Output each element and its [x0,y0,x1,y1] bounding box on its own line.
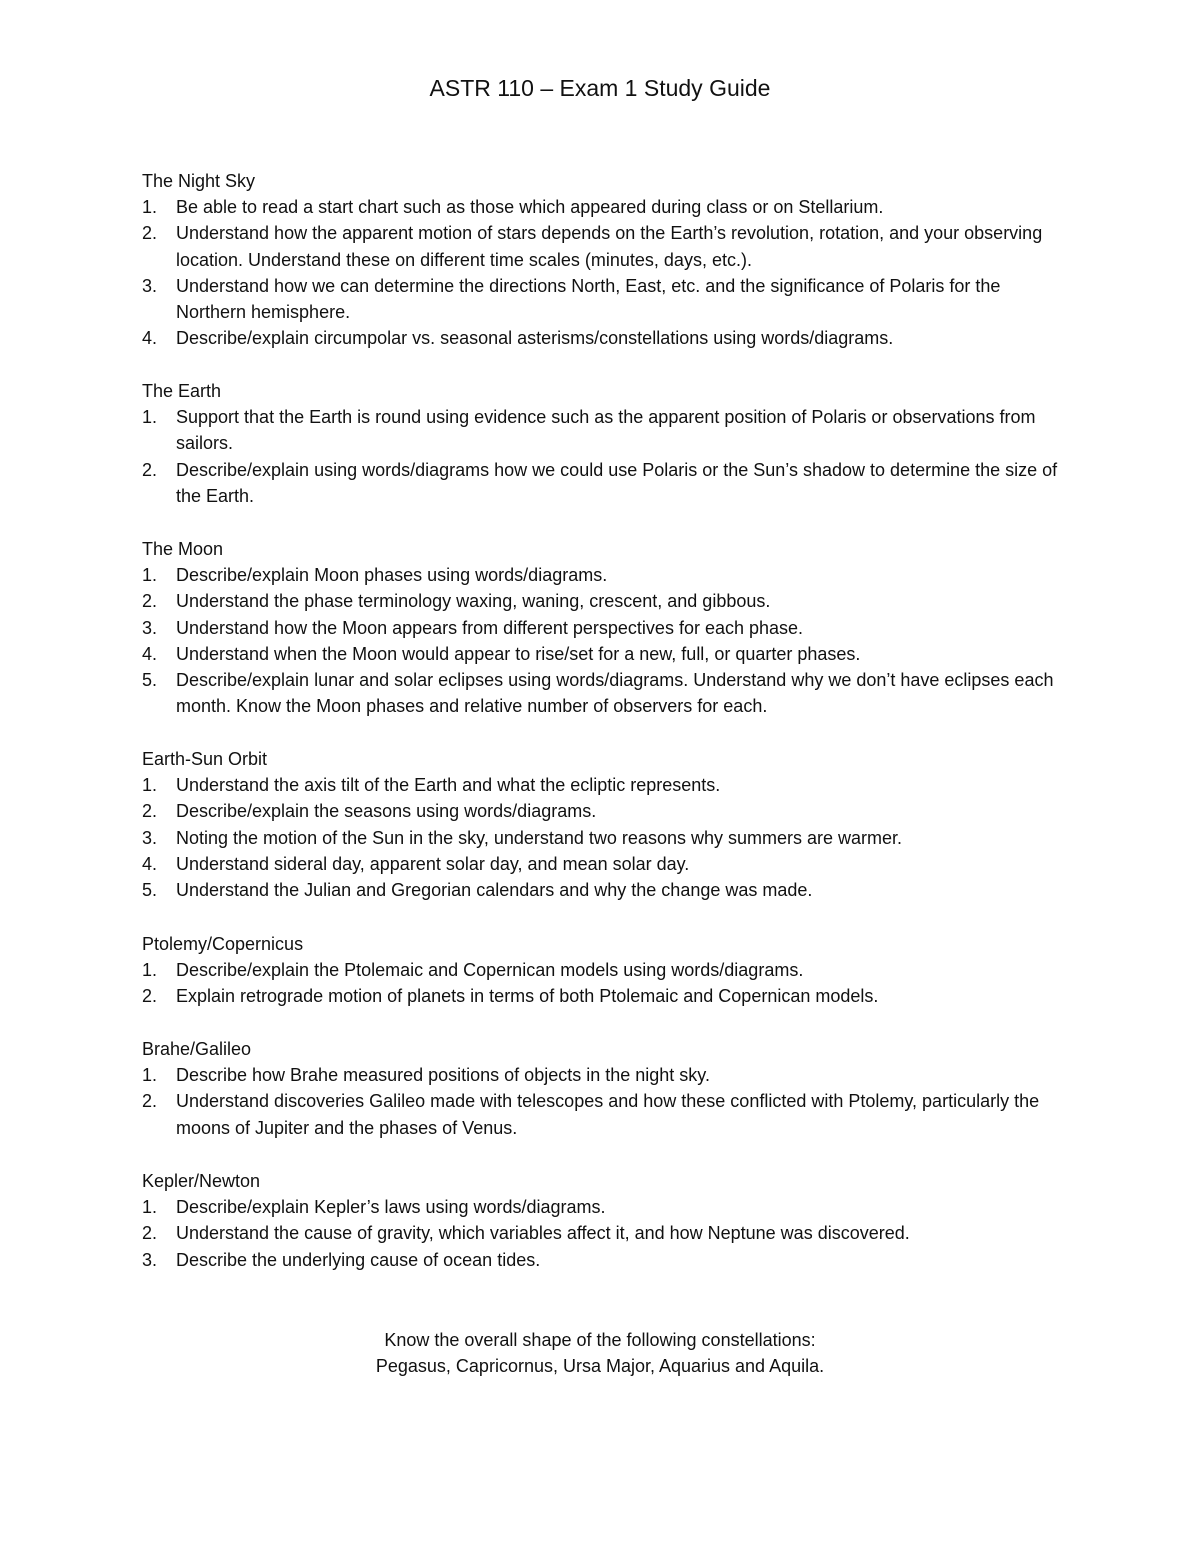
item-list [142,404,1062,509]
section-night-sky [142,168,1062,351]
item-number: 2. [142,1091,158,1112]
page-title: ASTR 110 – Exam 1 Study Guide [429,75,771,101]
item-text: Describe/explain using words/diagrams how we could use Polaris or the Sun’s shadow to determine the size of the Earth. [176,459,1058,506]
section-heading: Ptolemy/Copernicus [142,934,304,954]
item-text: Understand sideral day, apparent solar day, and mean solar day. [176,853,690,874]
constellations-intro: Know the overall shape of the following constellations: [384,1330,816,1350]
item-number: 1. [142,565,158,586]
item-number: 2. [142,591,158,612]
list-item [142,325,1062,351]
item-text: Understand the axis tilt of the Earth and what the ecliptic represents. [176,775,721,796]
item-text: Describe/explain Kepler’s laws using words/diagrams. [176,1197,606,1218]
constellations-list: Pegasus, Capricornus, Ursa Major, Aquarius and Aquila. [375,1356,825,1377]
item-text: Noting the motion of the Sun in the sky, understand two reasons why summers are warmer. [176,827,903,848]
item-number: 2. [142,801,158,822]
list-item [142,1220,1062,1246]
item-number: 1. [142,1065,158,1086]
item-number: 3. [142,827,158,848]
list-item [142,983,1062,1009]
item-text: Understand discoveries Galileo made with telescopes and how these conflicted with Ptolemy, particularly the moons of Jupiter and the phases of Venus. [176,1091,1040,1138]
list-item [142,667,1062,719]
item-number: 1. [142,775,158,796]
item-text: Understand the Julian and Gregorian calendars and why the change was made. [176,880,813,900]
list-item [142,457,1062,509]
list-item [142,588,1062,614]
section-earth-sun-orbit [142,746,1062,903]
list-item [142,877,1062,903]
item-text: Describe how Brahe measured positions of objects in the night sky. [176,1065,710,1086]
section-heading: Brahe/Galileo [142,1039,252,1059]
list-item [142,772,1062,798]
item-list [142,772,1062,903]
item-text: Explain retrograde motion of planets in terms of both Ptolemaic and Copernican models. [176,986,879,1007]
section-ptolemy-copernicus [142,931,1062,1010]
section-heading: Earth-Sun Orbit [142,749,268,769]
list-item [142,957,1062,983]
section-heading: The Moon [142,539,224,559]
list-item [142,615,1062,641]
list-item [142,404,1062,456]
list-item [142,562,1062,588]
list-item [142,851,1062,877]
constellations-note [0,1327,1200,1379]
item-text: Describe/explain circumpolar vs. seasonal asterisms/constellations using words/diagrams. [176,328,894,349]
item-list [142,194,1062,351]
list-item [142,641,1062,667]
item-number: 4. [142,328,158,349]
list-item [142,273,1062,325]
item-text: Describe/explain the Ptolemaic and Copernican models using words/diagrams. [176,960,804,981]
item-text: Support that the Earth is round using evidence such as the apparent position of Polaris or observations from sailors. [176,407,1036,454]
item-list [142,562,1062,719]
item-number: 2. [142,986,158,1007]
list-item [142,1062,1062,1088]
item-text: Describe/explain the seasons using words/diagrams. [176,801,597,822]
item-text: Understand how the Moon appears from different perspectives for each phase. [176,617,804,638]
item-number: 2. [142,1223,158,1244]
item-number: 1. [142,960,158,981]
item-text: Describe the underlying cause of ocean tides. [176,1249,541,1270]
item-number: 2. [142,223,158,244]
item-list [142,1194,1062,1273]
item-text: Understand how the apparent motion of stars depends on the Earth’s revolution, rotation, and your observing location. Understand these on different time scales (minutes, days, etc.). [176,223,1043,270]
item-text: Describe/explain Moon phases using words/diagrams. [176,565,608,586]
item-number: 3. [142,275,158,296]
item-text: Describe/explain lunar and solar eclipses using words/diagrams. Understand why we don’t have eclipses each month. Know the Moon phases and relative number of observers for each. [176,670,1054,717]
section-heading: The Earth [142,381,222,401]
list-item [142,194,1062,220]
list-item [142,825,1062,851]
item-number: 5. [142,670,158,690]
list-item [142,798,1062,824]
list-item [142,1088,1062,1140]
section-moon [142,536,1062,719]
item-number: 3. [142,1249,158,1270]
list-item [142,1194,1062,1220]
list-item [142,1247,1062,1273]
item-number: 1. [142,407,158,428]
item-number: 4. [142,643,158,664]
item-number: 1. [142,197,158,218]
item-text: Understand how we can determine the directions North, East, etc. and the significance of Polaris for the Northern hemisphere. [176,275,1001,322]
item-number: 5. [142,880,158,900]
item-number: 3. [142,617,158,638]
section-heading: Kepler/Newton [142,1171,261,1191]
item-list [142,1062,1062,1141]
item-text: Be able to read a start chart such as those which appeared during class or on Stellarium. [176,197,884,218]
section-brahe-galileo [142,1036,1062,1141]
item-number: 4. [142,853,158,874]
item-text: Understand the phase terminology waxing, waning, crescent, and gibbous. [176,591,771,612]
item-number: 1. [142,1197,158,1218]
item-text: Understand when the Moon would appear to rise/set for a new, full, or quarter phases. [176,643,861,664]
section-earth [142,378,1062,509]
item-list [142,957,1062,1009]
item-number: 2. [142,459,158,480]
section-heading: The Night Sky [142,171,256,191]
section-kepler-newton [142,1168,1062,1273]
item-text: Understand the cause of gravity, which variables affect it, and how Neptune was discovered. [176,1223,910,1244]
list-item [142,220,1062,272]
